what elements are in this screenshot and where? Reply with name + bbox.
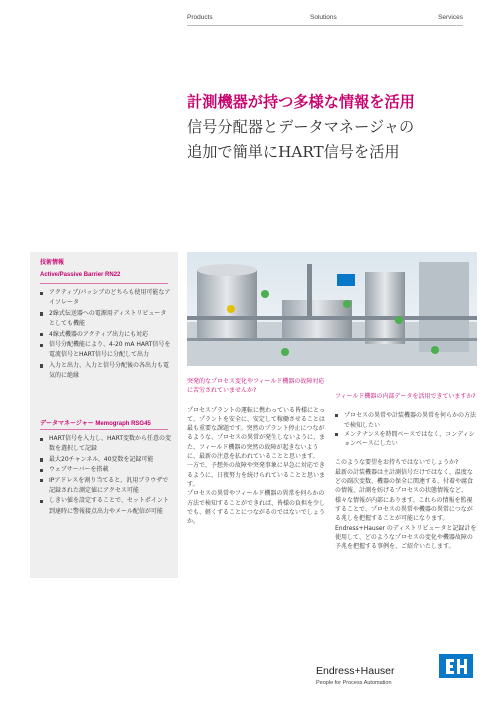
- product-title-rsg45: データマネージャー Memograph RSG45: [40, 421, 151, 427]
- nav-services[interactable]: Services: [438, 14, 463, 21]
- requirements-list: [335, 411, 477, 448]
- headline-subtitle-1: 信号分配器とデータマネージャの: [187, 118, 415, 136]
- list-item: ウェブサーバーを搭載: [40, 465, 172, 475]
- list-item: プロセスの異常や計装機器の異常を何らかの方法で検知したい: [335, 411, 477, 430]
- list-item: 4線式機器のアクティブ出力にも対応: [40, 330, 172, 340]
- nav-solutions[interactable]: Solutions: [310, 14, 337, 21]
- paragraph: このような要望をお持ちではないでしょうか?: [335, 459, 459, 467]
- brand-tagline: People for Process Automation: [316, 680, 392, 686]
- top-navigation: [187, 14, 463, 26]
- list-item: 最大20チャンネル、40変数を記録可能: [40, 455, 172, 465]
- list-item: アクティブ/パッシブのどちらも使用可能なアイソレータ: [40, 288, 172, 309]
- endress-hauser-logo-icon: [439, 654, 473, 678]
- sidebar-title: 技術情報: [40, 260, 65, 266]
- paragraph: プロセスの異常やフィールド機器の異常を何らかの方法で検知することができれば、皆様の負担を少しでも、軽くすることにつながるのではないでしょうか。: [187, 490, 326, 526]
- list-item: IPアドレスを割り当てると、汎用ブラウザで記録された測定値にアクセス可能: [40, 476, 172, 497]
- headline: [187, 90, 477, 165]
- headline-subtitle-2: 追加で簡単にHART信号を活用: [187, 143, 400, 161]
- product-title-rn22: Active/Passive Barrier RN22: [40, 272, 121, 278]
- plant-illustration: [187, 252, 477, 366]
- technical-info-sidebar: [30, 252, 178, 578]
- divider: [40, 283, 168, 284]
- brand-name: Endress+Hauser: [316, 665, 395, 677]
- process-question: 突発的なプロセス変化やフィールド機器の故障対応に苦労されていませんか?: [187, 378, 325, 395]
- field-device-column: [335, 392, 477, 551]
- brand-footer: [315, 665, 477, 692]
- process-column: [187, 377, 327, 526]
- headline-title: 計測機器が持つ多様な情報を活用: [187, 93, 415, 111]
- list-item: しきい値を設定することで、セットポイント到達時に警報接点出力やメール配信が可能: [40, 496, 172, 517]
- plant-illustration-image: [187, 252, 477, 366]
- list-item: 2線式伝送器への電源用ディストリビュータとしても機能: [40, 309, 172, 330]
- product-bullets-rn22: [40, 288, 172, 382]
- paragraph: 最新の計装機器は主計測信号だけではなく、温度などの副次変数、機器の保全に関連する、付着や腐食の情報、計測を妨げるプロセスの状態情報など、様々な情報が内部にあります。これらの情報を監視することで、プロセスの異常や機器の異常につながる兆しを把握することが可能になります。Endress+Hauser のディストリビュータと記録計を使用して、どのようなプロセスの変化や機器故障の予兆を把握する事例を、ご紹介いたします。: [335, 468, 477, 551]
- list-item: 入力と出力、入力と信号分配後の各出力も電気的に絶縁: [40, 361, 172, 382]
- field-device-question: フィールド機器の内部データを活用できていますか?: [335, 393, 476, 400]
- nav-products[interactable]: Products: [187, 14, 213, 21]
- paragraph: 一方で、予想外の故障や突発事象に早急に対応できるように、日夜努力を続けられていることと思います。: [187, 462, 326, 488]
- paragraph: プロセスプラントの運転に携わっている皆様にとって、プラントを安全に、安定して稼働させることは最も重要な課題です。突然のプラント停止につながるような、プロセスの異常が発生しないように、また、フィールド機器の突然の故障が起きないように、最新の注意を払われていることと思います。: [187, 406, 326, 461]
- list-item: 信号分配機能により、4-20 mA HART信号を電流信号とHART信号に分配して出力: [40, 340, 172, 361]
- product-bullets-rsg45: [40, 434, 172, 517]
- nav-divider: [187, 25, 463, 26]
- divider: [40, 429, 168, 430]
- list-item: メンテナンスを時間ベースではなく、コンディションベースにしたい: [335, 430, 477, 449]
- list-item: HART信号を入力し、HART変数から任意の変数を選択して記録: [40, 434, 172, 455]
